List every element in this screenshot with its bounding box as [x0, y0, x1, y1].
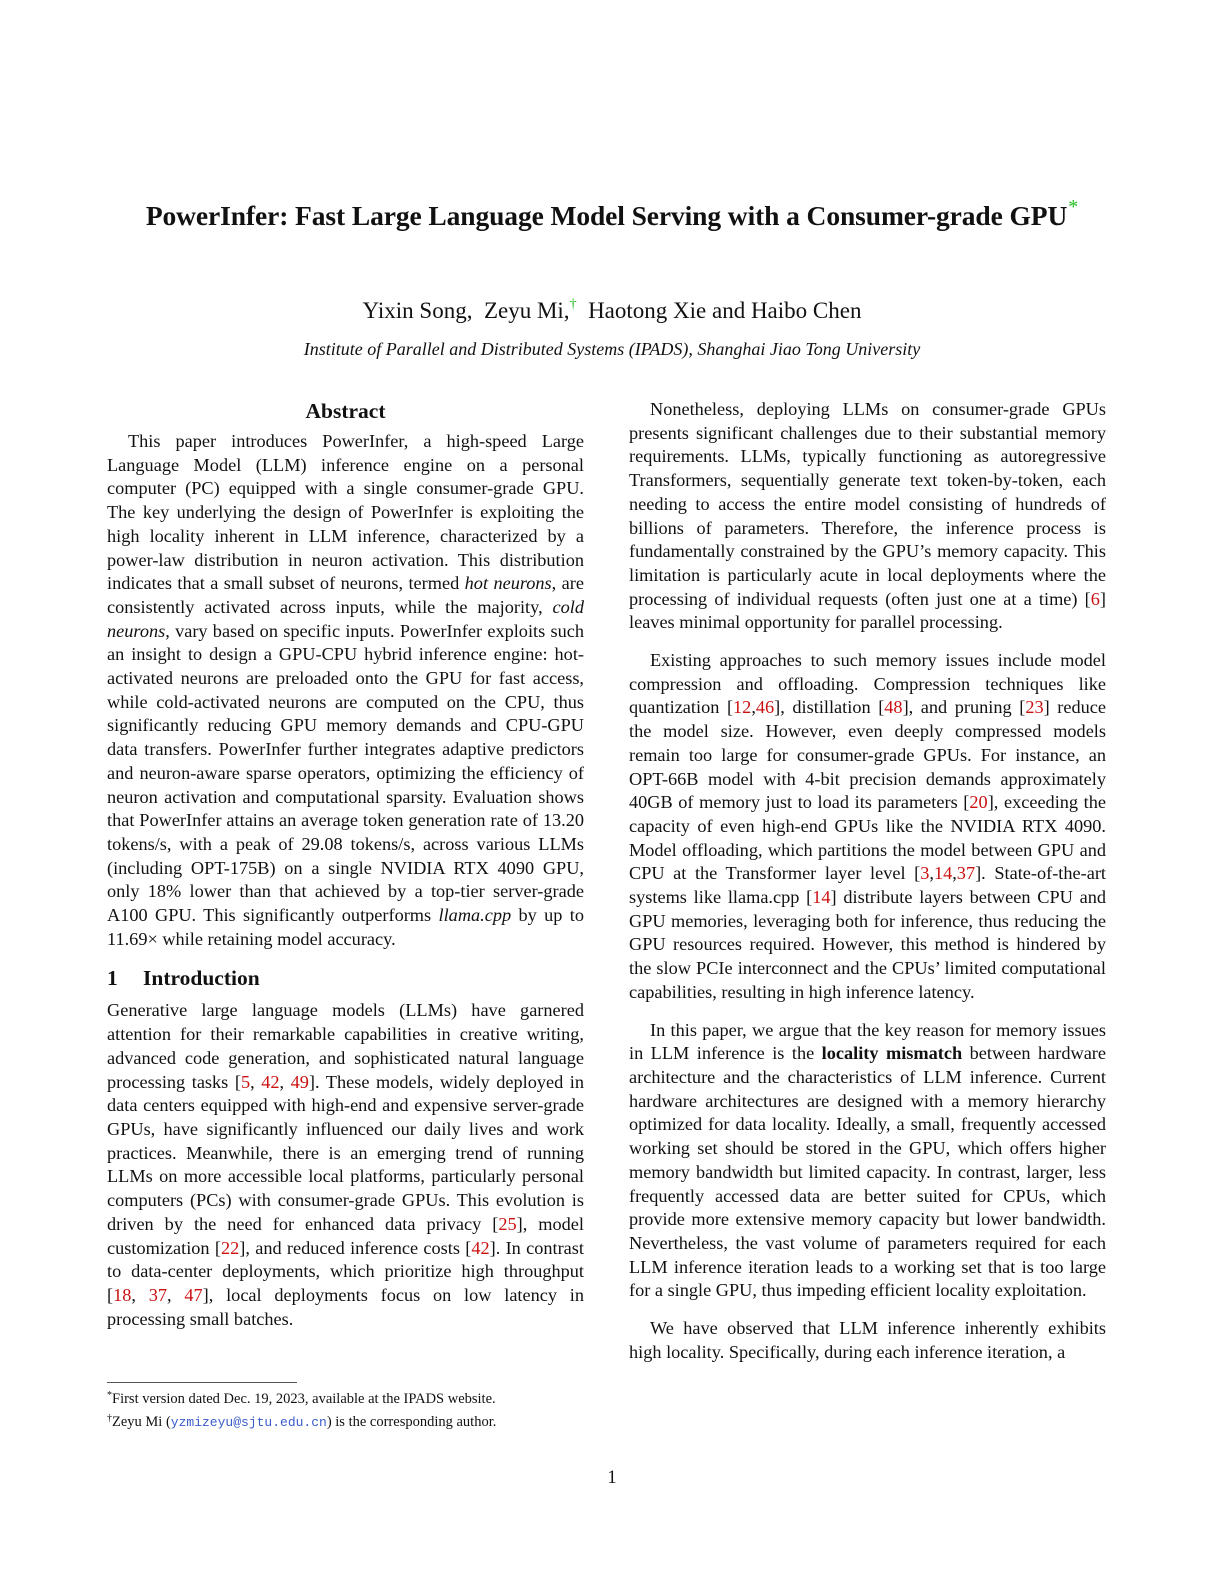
body-paragraph: Nonetheless, deploying LLMs on consumer-grade GPUs presents significant challenges due to their substantial memory requirements. LLMs, typically functioning as autoregressive Transformers, sequentially generate text token-by-token, each needing to access the entire model consisting of hundreds of billions of parameters. Therefore, the inference process is fundamentally constrained by the GPU’s memory capacity. This limitation is particularly acute in local deployments where the processing of individual requests (often just one at a time) [6] leaves minimal opportunity for parallel processing. — [629, 399, 1106, 633]
citation-link[interactable]: 37 — [148, 1284, 168, 1305]
section-number: 1 — [107, 966, 118, 991]
body-paragraph: In this paper, we argue that the key reason for memory issues in LLM inference is the locality mismatch between hardware architecture and the characteristics of LLM inference. Current hardware architectures are designed with a memory hierarchy optimized for data locality. Ideally, a small, frequently accessed working set should be stored in the GPU, which offers higher memory bandwidth but limited capacity. In contrast, larger, less frequently accessed data are better suited for CPUs, which provide more extensive memory capacity but lower bandwidth. Nevertheless, the vast volume of parameters required for each LLM inference iteration leads to a working set that is too large for a single GPU, thus impeding efficient locality exploitation. — [629, 1019, 1107, 1301]
body-paragraph: We have observed that LLM inference inherently exhibits high locality. Specifically, during each inference iteration, a — [629, 1318, 1106, 1362]
citation-link[interactable]: 47 — [184, 1284, 203, 1305]
affiliation: Institute of Parallel and Distributed Systems (IPADS), Shanghai Jiao Tong University — [303, 339, 921, 359]
citation-link[interactable]: 14 — [812, 887, 831, 908]
right-column — [629, 398, 1106, 1364]
citation-link[interactable]: 6 — [1090, 588, 1100, 609]
author-rest: Haotong Xie and Haibo Chen — [588, 298, 862, 323]
citation-link[interactable]: 23 — [1025, 697, 1044, 718]
citation-link[interactable]: 42 — [261, 1071, 280, 1092]
citation-link[interactable]: 3 — [920, 863, 930, 884]
citation-link[interactable]: 37 — [956, 863, 976, 884]
citation-link[interactable]: 20 — [969, 792, 988, 813]
citation-link[interactable]: 22 — [220, 1237, 240, 1258]
section-heading-introduction — [107, 965, 584, 991]
author-2: Zeyu Mi, — [483, 298, 570, 323]
author-1: Yixin Song, — [362, 298, 473, 323]
title-text: PowerInfer: Fast Large Language Model Serving with a Consumer-grade GPU — [145, 200, 1068, 231]
section-title: Introduction — [143, 966, 260, 991]
page-number: 1 — [607, 1468, 617, 1488]
footnote-1: *First version dated Dec. 19, 2023, available at the IPADS website. — [107, 1390, 496, 1407]
citation-link[interactable]: 48 — [884, 697, 903, 718]
citation-link[interactable]: 42 — [471, 1237, 490, 1258]
citation-link[interactable]: 25 — [498, 1213, 517, 1234]
abstract-text: This paper introduces PowerInfer, a high-speed Large Language Model (LLM) inference engine on a personal computer (PC) equipped with a single consumer-grade GPU. The key underlying the design of PowerInfer is exploiting the high locality inherent in LLM inference, characterized by a power-law distribution in neuron activation. This distribution indicates that a small subset of neurons, termed hot neurons, are consistently activated across inputs, while the majority, cold neurons, vary based on specific inputs. PowerInfer exploits such an insight to design a GPU-CPU hybrid inference engine: hot-activated neurons are preloaded onto the GPU for fast access, while cold-activated neurons are computed on the CPU, thus significantly reducing GPU memory demands and CPU-GPU data transfers. PowerInfer further integrates adaptive predictors and neuron-aware sparse operators, optimizing the efficiency of neuron activation and computational sparsity. Evaluation shows that PowerInfer attains an average token generation rate of 13.20 tokens/s, with a peak of 29.08 tokens/s, across various LLMs (including OPT-175B) on a single NVIDIA RTX 4090 GPU, only 18% lower than that achieved by a top-tier server-grade A100 GPU. This significantly outperforms llama.cpp by up to 11.69× while retaining model accuracy. — [107, 431, 585, 949]
citation-link[interactable]: 5 — [240, 1071, 251, 1092]
left-column — [107, 398, 584, 1331]
footnotes — [107, 1386, 587, 1433]
footnote-2: †Zeyu Mi (yzmizeyu@sjtu.edu.cn) is the corresponding author. — [107, 1413, 497, 1430]
citation-link[interactable]: 14 — [933, 863, 953, 884]
footnote-divider — [107, 1382, 297, 1383]
body-paragraph: Existing approaches to such memory issues include model compression and offloading. Compression techniques like quantization [12,46], distillation [48], and pruning [23] reduce the model size. However, even deeply compressed models remain too large for consumer-grade GPUs. For instance, an OPT-66B model with 4-bit precision demands approximately 40GB of memory just to load its parameters [20], exceeding the capacity of even high-end GPUs like the NVIDIA RTX 4090. Model offloading, which partitions the model between GPU and CPU at the Transformer layer level [3,14,37]. State-of-the-art systems like llama.cpp [14] distribute layers between CPU and GPU memories, leveraging both for inference, thus reducing the GPU resources required. However, this method is hindered by the slow PCIe interconnect and the CPUs’ limited computational capabilities, resulting in high inference latency. — [629, 650, 1107, 1002]
citation-link[interactable]: 18 — [113, 1284, 132, 1305]
title-footnote-mark[interactable]: * — [1068, 196, 1079, 218]
author-footnote-mark[interactable]: † — [569, 297, 577, 312]
citation-link[interactable]: 46 — [755, 697, 775, 718]
intro-paragraph: Generative large language models (LLMs) have garnered attention for their remarkable capabilities in creative writing, advanced code generation, and sophisticated natural language processing tasks [5, 42, 49]. These models, widely deployed in data centers equipped with high-end and expensive server-grade GPUs, have significantly influenced our daily lives and work practices. Meanwhile, there is an emerging trend of running LLMs on more accessible local platforms, particularly personal computers (PCs) with consumer-grade GPUs. This evolution is driven by the need for enhanced data privacy [25], model customization [22], and reduced inference costs [42]. In contrast to data-center deployments, which prioritize high throughput [18, 37, 47], local deployments focus on low latency in processing small batches. — [107, 1000, 585, 1329]
abstract-heading: Abstract — [305, 399, 386, 423]
citation-link[interactable]: 12 — [733, 697, 752, 718]
citation-link[interactable]: 49 — [290, 1071, 309, 1092]
emphasis-locality-mismatch: locality mismatch — [821, 1043, 963, 1064]
email-link[interactable]: yzmizeyu@sjtu.edu.cn — [170, 1415, 327, 1430]
paper-title — [0, 196, 1224, 232]
author-list — [0, 297, 1224, 324]
